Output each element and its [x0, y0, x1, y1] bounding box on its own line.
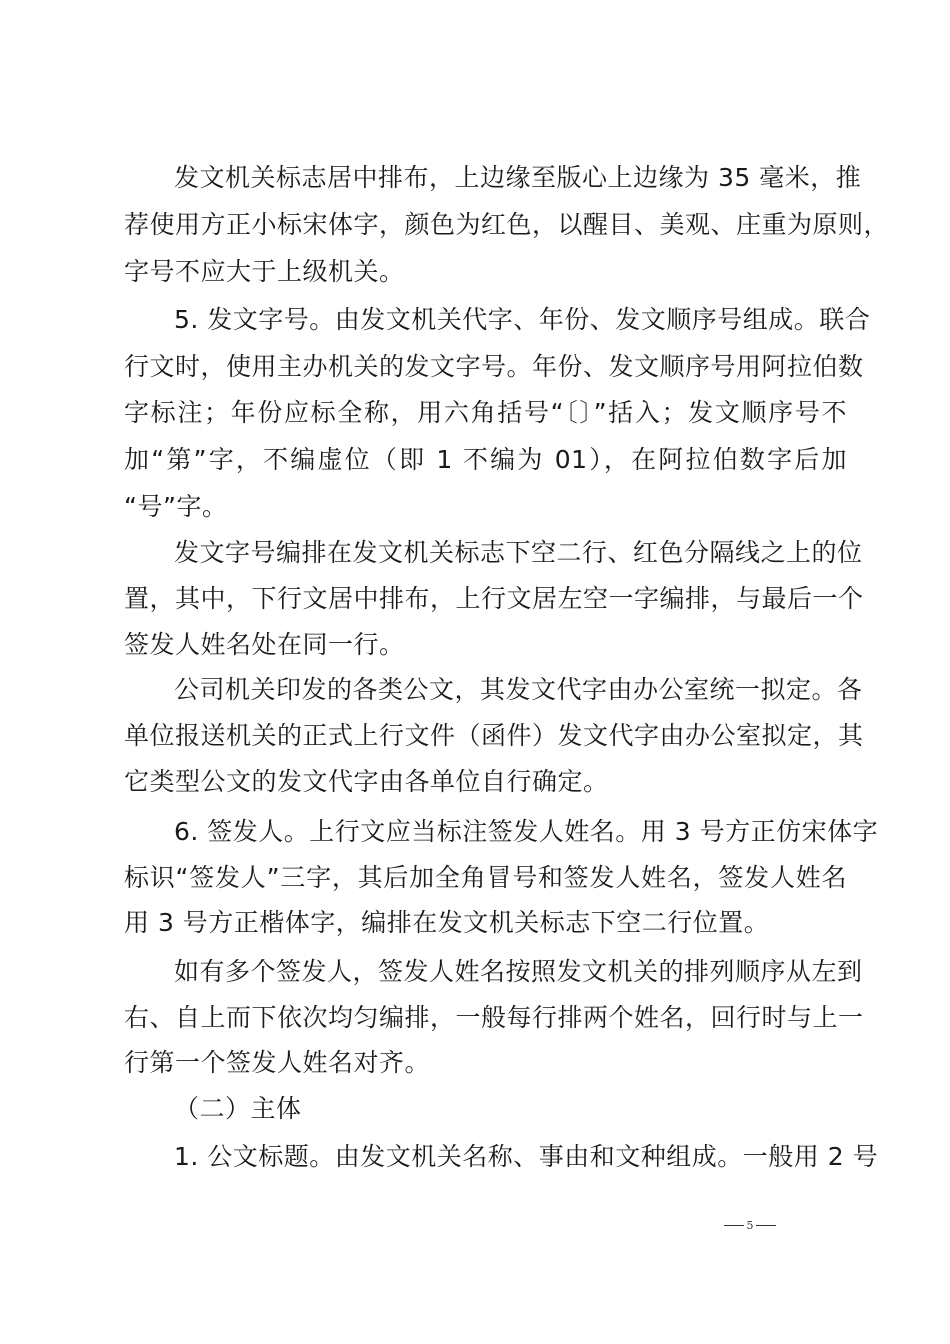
text-line: “号”字。: [124, 492, 228, 521]
text-line: 右、自上而下依次均匀编排，一般每行排两个姓名，回行时与上一: [124, 1003, 864, 1032]
page-number: 5: [722, 1216, 778, 1236]
text-line: 用 3 号方正楷体字，编排在发文机关标志下空二行位置。: [124, 908, 770, 937]
text-line: 置，其中，下行文居中排布，上行文居左空一字编排，与最后一个: [124, 584, 864, 613]
text-line: 发文机关标志居中排布，上边缘至版心上边缘为 35 毫米，推: [174, 163, 862, 192]
text-line: 字标注；年份应标全称，用六角括号“〔〕”括入；发文顺序号不: [124, 398, 847, 427]
text-line: 如有多个签发人，签发人姓名按照发文机关的排列顺序从左到: [174, 957, 863, 986]
text-line: 它类型公文的发文代字由各单位自行确定。: [124, 767, 609, 796]
text-line: 荐使用方正小标宋体字，颜色为红色，以醒目、美观、庄重为原则，: [124, 210, 890, 239]
text-line: 行文时，使用主办机关的发文字号。年份、发文顺序号用阿拉伯数: [124, 352, 864, 381]
text-line: 行第一个签发人姓名对齐。: [124, 1048, 431, 1077]
text-line: 1. 公文标题。由发文机关名称、事由和文种组成。一般用 2 号: [174, 1142, 879, 1171]
text-line: 单位报送机关的正式上行文件（函件）发文代字由办公室拟定，其: [124, 721, 864, 750]
text-line: 发文字号编排在发文机关标志下空二行、红色分隔线之上的位: [174, 538, 863, 567]
section-heading: （二）主体: [174, 1094, 302, 1123]
text-line: 字号不应大于上级机关。: [124, 257, 405, 286]
text-line: 公司机关印发的各类公文，其发文代字由办公室统一拟定。各: [174, 675, 863, 704]
text-line: 加“第”字，不编虚位（即 1 不编为 01），在阿拉伯数字后加: [124, 445, 847, 474]
text-line: 签发人姓名处在同一行。: [124, 630, 405, 659]
text-line: 5. 发文字号。由发文机关代字、年份、发文顺序号组成。联合: [174, 305, 871, 334]
text-line: 标识“签发人”三字，其后加全角冒号和签发人姓名，签发人姓名: [124, 863, 847, 892]
text-line: 6. 签发人。上行文应当标注签发人姓名。用 3 号方正仿宋体字: [174, 817, 879, 846]
